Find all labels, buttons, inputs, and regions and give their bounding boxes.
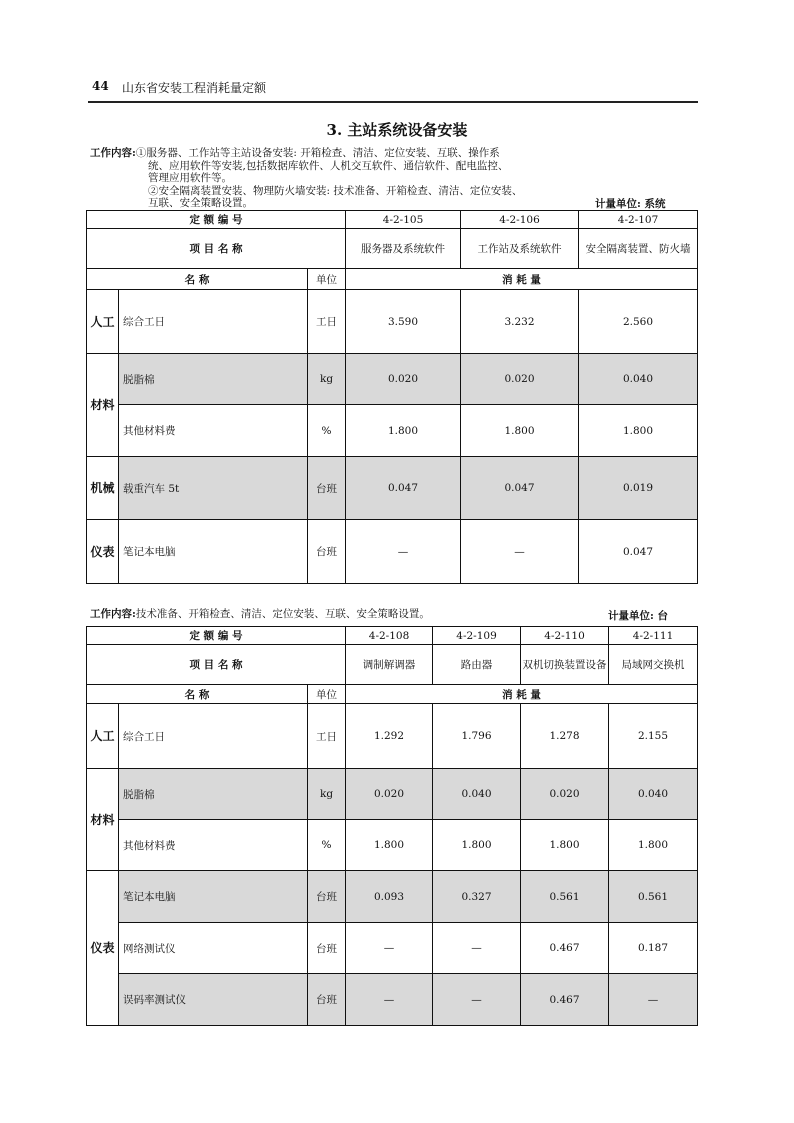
item-name: 局域网交换机 [609,645,698,685]
row-unit: 台班 [308,974,346,1026]
work-content-label: 工作内容: [90,608,136,620]
row-unit: kg [308,354,346,405]
item-name-label: 项 目 名 称 [87,645,346,685]
work-content-2 [90,608,430,621]
row-unit: % [308,820,346,871]
name-column-header: 名 称 [87,685,308,704]
value-cell: — [609,974,698,1026]
work-line: 互联、安全策略设置。 [148,197,253,209]
work-line: 技术准备、开箱检查、清洁、定位安装、互联、安全策略设置。 [135,608,430,620]
category-labor: 人工 [87,290,119,354]
quota-table-1 [86,210,698,584]
value-cell: 2.560 [579,290,698,354]
unit-note-1: 计量单位: 系统 [595,198,666,210]
unit-column-header: 单位 [308,685,346,704]
value-cell: — [433,923,521,974]
book-title: 山东省安装工程消耗量定额 [122,81,267,95]
category-labor: 人工 [87,704,119,769]
category-materials: 材料 [87,769,119,871]
item-name: 工作站及系统软件 [461,229,579,269]
row-name: 其他材料费 [119,820,308,871]
row-name: 笔记本电脑 [119,871,308,923]
row-unit: 台班 [308,457,346,520]
value-cell: 0.020 [461,354,579,405]
row-unit: kg [308,769,346,820]
value-cell: 1.800 [346,820,433,871]
category-instruments: 仪表 [87,520,119,584]
name-column-header: 名 称 [87,269,308,290]
value-cell: 1.800 [521,820,609,871]
value-cell: — [461,520,579,584]
item-name: 调制解调器 [346,645,433,685]
value-cell: 0.040 [609,769,698,820]
value-cell: 0.467 [521,974,609,1026]
unit-note-2: 计量单位: 台 [608,610,669,622]
value-cell: 0.467 [521,923,609,974]
quota-number-label: 定 额 编 号 [87,627,346,645]
row-name: 综合工日 [119,704,308,769]
item-name: 安全隔离装置、防火墙 [579,229,698,269]
value-cell: 2.155 [609,704,698,769]
value-cell: 1.278 [521,704,609,769]
value-cell: 1.800 [579,405,698,457]
value-cell: 0.047 [346,457,461,520]
row-unit: 台班 [308,871,346,923]
work-line: ①服务器、工作站等主站设备安装: 开箱检查、清洁、定位安装、互联、操作系 [135,147,500,159]
value-cell: 0.047 [461,457,579,520]
value-cell: 0.047 [579,520,698,584]
value-cell: 1.292 [346,704,433,769]
row-unit: 台班 [308,923,346,974]
section-title: 3. 主站系统设备安装 [326,121,468,139]
work-line: 管理应用软件等。 [148,172,232,184]
item-name: 路由器 [433,645,521,685]
value-cell: 0.019 [579,457,698,520]
row-name: 脱脂棉 [119,769,308,820]
value-cell: 0.187 [609,923,698,974]
value-cell: 1.800 [609,820,698,871]
row-name: 脱脂棉 [119,354,308,405]
value-cell: 1.800 [433,820,521,871]
row-name: 笔记本电脑 [119,520,308,584]
value-cell: 0.040 [433,769,521,820]
value-cell: 0.020 [521,769,609,820]
value-cell: 1.796 [433,704,521,769]
value-cell: — [346,520,461,584]
value-cell: 0.020 [346,769,433,820]
row-unit: % [308,405,346,457]
value-cell: 0.561 [521,871,609,923]
item-name-label: 项 目 名 称 [87,229,346,269]
quota-table-2 [86,626,698,1026]
row-name: 综合工日 [119,290,308,354]
category-machinery: 机械 [87,457,119,520]
value-cell: — [346,974,433,1026]
value-cell: 1.800 [346,405,461,457]
value-cell: 1.800 [461,405,579,457]
quota-code: 4-2-111 [609,627,698,645]
category-materials: 材料 [87,354,119,457]
value-cell: 0.020 [346,354,461,405]
value-cell: 0.040 [579,354,698,405]
value-cell: 3.590 [346,290,461,354]
value-cell: 0.093 [346,871,433,923]
quota-code: 4-2-110 [521,627,609,645]
page-number: 44 [92,79,109,93]
work-line: ②安全隔离装置安装、物理防火墙安装: 技术准备、开箱检查、清洁、定位安装、 [148,184,523,197]
row-name: 载重汽车 5t [119,457,308,520]
work-content-label: 工作内容: [90,147,136,159]
row-name: 其他材料费 [119,405,308,457]
quota-code: 4-2-107 [579,211,698,229]
work-line: 统、应用软件等安装,包括数据库软件、人机交互软件、通信软件、配电监控、 [148,159,509,172]
quota-number-label: 定 额 编 号 [87,211,346,229]
value-cell: 3.232 [461,290,579,354]
quota-code: 4-2-106 [461,211,579,229]
quota-code: 4-2-109 [433,627,521,645]
quota-code: 4-2-108 [346,627,433,645]
value-cell: 0.561 [609,871,698,923]
work-content-1 [90,147,522,210]
row-name: 误码率测试仪 [119,974,308,1026]
row-unit: 工日 [308,704,346,769]
page-header [88,75,698,103]
value-cell: — [346,923,433,974]
row-unit: 工日 [308,290,346,354]
row-name: 网络测试仪 [119,923,308,974]
consumption-header: 消 耗 量 [346,269,698,290]
item-name: 服务器及系统软件 [346,229,461,269]
item-name: 双机切换装置设备 [521,645,609,685]
category-instruments: 仪表 [87,871,119,1026]
value-cell: 0.327 [433,871,521,923]
quota-code: 4-2-105 [346,211,461,229]
value-cell: — [433,974,521,1026]
consumption-header: 消 耗 量 [346,685,698,704]
unit-column-header: 单位 [308,269,346,290]
row-unit: 台班 [308,520,346,584]
